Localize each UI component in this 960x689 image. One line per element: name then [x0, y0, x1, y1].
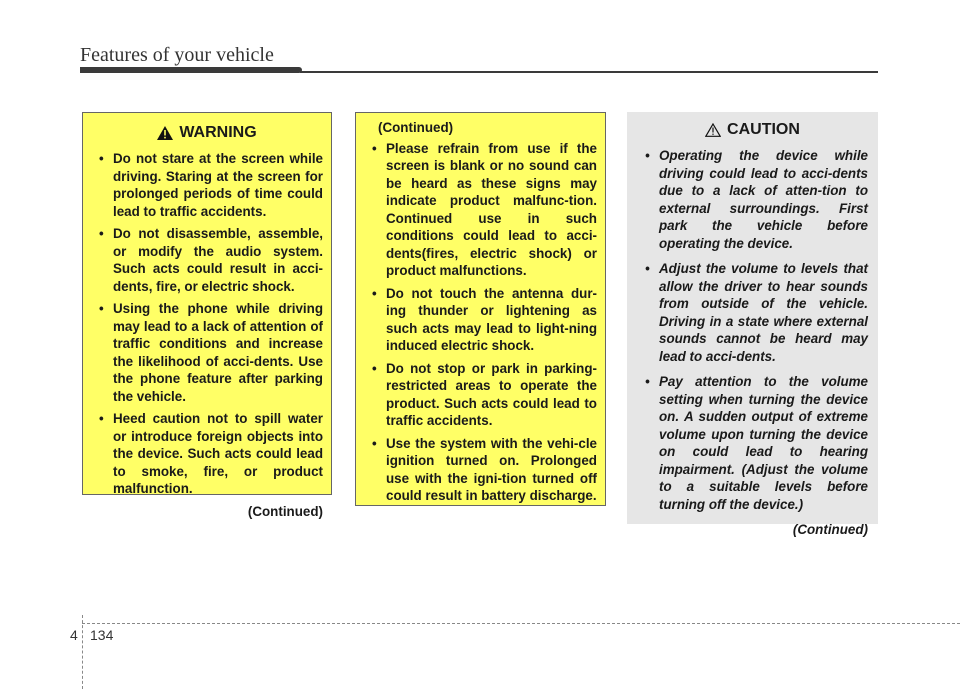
warning-item: • Using the phone while driving may lead to a lack of attention of traffic conditions and increase the likelihood of acci-dents. Use the phone feature after parking the vehicle. — [91, 300, 323, 405]
continued-item: • Do not touch the antenna dur-ing thunder or lightening as such acts may lead to light-ning induced electric shock. — [364, 285, 597, 355]
warning-item: • Do not stare at the screen while driving. Staring at the screen for prolonged periods of time could lead to traffic accidents. — [91, 150, 323, 220]
warning-list — [91, 150, 323, 498]
continued-list — [364, 140, 597, 505]
header-rule — [300, 71, 878, 73]
warning-title-text: WARNING — [179, 124, 257, 141]
caution-box — [627, 112, 878, 537]
caution-continued: (Continued) — [792, 522, 868, 537]
page-header-title: Features of your vehicle — [80, 44, 274, 66]
continued-label: (Continued) — [378, 120, 454, 135]
caution-item: • Pay attention to the volume setting when turning the device on. A sudden output of extreme volume upon turning the device on could lead to hearing impairment. (Adjust the volume to a suitable levels before turning off the device.) — [637, 373, 868, 513]
continued-box — [355, 112, 606, 506]
page-number: 134 — [90, 627, 114, 643]
warning-continued: (Continued) — [247, 503, 323, 519]
warning-triangle-icon — [157, 126, 173, 140]
warning-item: • Heed caution not to spill water or introduce foreign objects into the device. Such acts could lead to smoke, fire, or product malfunction. — [91, 410, 323, 498]
warning-box — [82, 112, 332, 519]
footer-rule — [82, 623, 960, 624]
caution-title-text: CAUTION — [727, 121, 800, 138]
footer-divider — [82, 615, 83, 689]
caution-title — [637, 120, 868, 140]
continued-item: • Please refrain from use if the screen is blank or no sound can be heard as these signs may indicate product malfunc-tion. Continued use in such conditions could lead to acci-dents(fires, electric shock) or product malfunctions. — [364, 140, 597, 280]
caution-item: • Operating the device while driving could lead to acci-dents due to a lack of atten-tion to external surroundings. First park the vehicle before operating the device. — [637, 147, 868, 252]
header-bar — [80, 67, 302, 73]
warning-title — [91, 123, 323, 143]
caution-item: • Adjust the volume to levels that allow the driver to hear sounds from outside of the vehicle. Driving in a state where external sounds cannot be heard may lead to acci-dents. — [637, 260, 868, 365]
chapter-number: 4 — [70, 627, 78, 643]
continued-item: • Do not stop or park in parking-restricted areas to operate the product. Such acts could lead to traffic accidents. — [364, 360, 597, 430]
caution-triangle-icon — [705, 123, 721, 137]
warning-item: • Do not disassemble, assemble, or modify the audio system. Such acts could result in acci-dents, fire, or electric shock. — [91, 225, 323, 295]
continued-item: • Use the system with the vehi-cle ignition turned on. Prolonged use with the igni-tion turned off could result in battery discharge. — [364, 435, 597, 505]
caution-list — [637, 147, 868, 513]
